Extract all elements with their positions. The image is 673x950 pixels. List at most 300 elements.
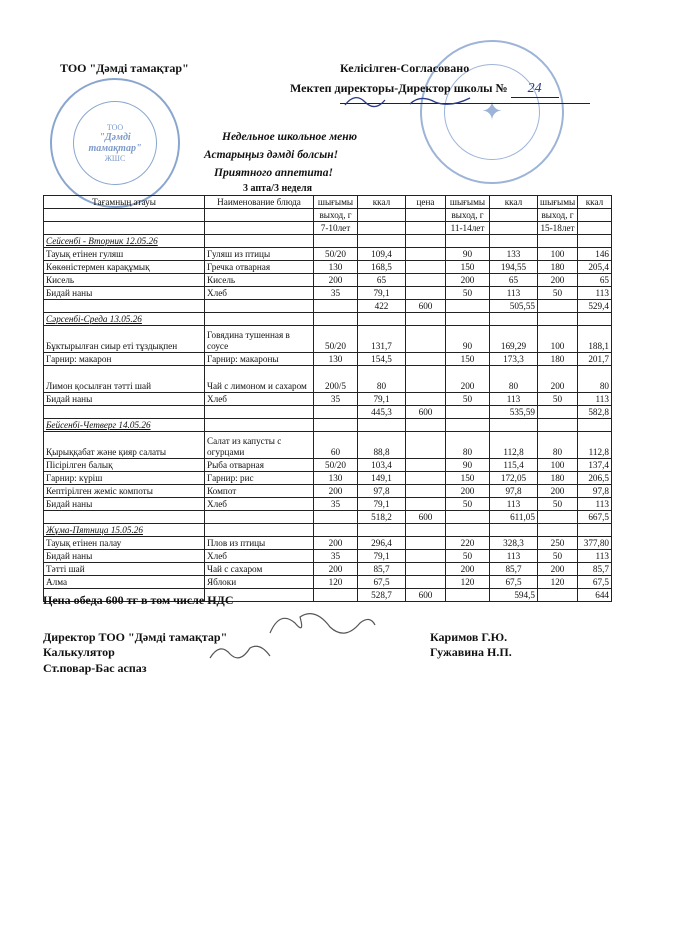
table-cell: Рыба отварная [205, 459, 314, 472]
table-cell [358, 222, 406, 235]
table-cell: 168,5 [358, 261, 406, 274]
table-cell: 220 [446, 537, 490, 550]
table-cell: Чай с сахаром [205, 563, 314, 576]
table-cell: 200 [446, 366, 490, 393]
table-cell: 120 [446, 576, 490, 589]
table-cell: 100 [538, 459, 578, 472]
table-row [44, 498, 612, 511]
table-cell: 67,5 [358, 576, 406, 589]
table-cell: 90 [446, 459, 490, 472]
table-cell: 80 [446, 432, 490, 459]
table-cell: 103,4 [358, 459, 406, 472]
table-cell [44, 222, 205, 235]
calculator-label: Калькулятор [43, 645, 115, 659]
table-cell: 600 [406, 511, 446, 524]
table-cell: 529,4 [578, 300, 612, 313]
table-cell: 445,3 [358, 406, 406, 419]
table-cell [578, 524, 612, 537]
table-cell: Бидай наны [44, 550, 205, 563]
director-ltd-signature [260, 605, 380, 645]
table-cell: Қырыққабат және қияр салаты [44, 432, 205, 459]
table-cell [205, 235, 314, 248]
table-cell: 79,1 [358, 393, 406, 406]
table-cell: 67,5 [578, 576, 612, 589]
table-cell: 11-14лет [446, 222, 490, 235]
table-cell: 35 [314, 550, 358, 563]
table-cell [406, 235, 446, 248]
cook-label: Ст.повар-Бас аспаз [43, 661, 147, 675]
table-cell [446, 300, 490, 313]
table-cell [358, 419, 406, 432]
table-cell: 180 [538, 261, 578, 274]
table-cell: 194,55 [490, 261, 538, 274]
director-line-text: Мектеп директоры-Директор школы № [290, 81, 508, 95]
table-cell [44, 406, 205, 419]
table-cell: Чай с лимоном и сахаром [205, 366, 314, 393]
table-cell: Кисель [44, 274, 205, 287]
stamp-brand: "Дәмді тамақтар" [88, 132, 142, 154]
table-row [44, 248, 612, 261]
table-cell [446, 313, 490, 326]
table-cell [406, 563, 446, 576]
table-cell: 85,7 [578, 563, 612, 576]
table-cell [490, 222, 538, 235]
table-cell: 200/5 [314, 366, 358, 393]
company-name: ТОО "Дәмді тамақтар" [60, 61, 189, 75]
table-cell [406, 537, 446, 550]
table-cell [205, 209, 314, 222]
table-cell [406, 524, 446, 537]
table-cell [44, 209, 205, 222]
table-cell: 200 [538, 366, 578, 393]
table-cell [490, 235, 538, 248]
table-cell [538, 235, 578, 248]
table-subheader-row [44, 209, 612, 222]
table-cell [490, 313, 538, 326]
price-note: Цена обеда 600 тг в том числе НДС [43, 593, 234, 607]
day-header-row [44, 419, 612, 432]
day-header-row [44, 313, 612, 326]
table-cell: Наименование блюда [205, 196, 314, 209]
table-cell: Яблоки [205, 576, 314, 589]
table-cell [538, 589, 578, 602]
table-row [44, 459, 612, 472]
table-cell: Гарнир: күріш [44, 472, 205, 485]
table-cell: 7-10лет [314, 222, 358, 235]
table-cell: ккал [358, 196, 406, 209]
table-cell: 188,1 [578, 326, 612, 353]
table-row [44, 563, 612, 576]
day-label: Сейсенбі - Вторник 12.05.26 [44, 235, 205, 248]
table-cell: 130 [314, 472, 358, 485]
director-signature [340, 90, 490, 112]
table-cell [314, 511, 358, 524]
table-cell: 200 [446, 563, 490, 576]
greeting-kz: Астарыңыз дәмді болсын! [204, 149, 339, 161]
table-cell [406, 209, 446, 222]
table-cell [358, 235, 406, 248]
table-cell: 120 [538, 576, 578, 589]
table-cell: 90 [446, 248, 490, 261]
table-cell: 130 [314, 261, 358, 274]
table-cell: Лимон қосылған тәтті шай [44, 366, 205, 393]
table-cell [205, 313, 314, 326]
table-cell [205, 222, 314, 235]
day-label: Жұма-Пятница 15.05.26 [44, 524, 205, 537]
director-name: Каримов Г.Ю. [430, 630, 508, 644]
table-cell: 50/20 [314, 248, 358, 261]
table-cell: шығымы [538, 196, 578, 209]
table-cell [446, 511, 490, 524]
table-cell: Бидай наны [44, 498, 205, 511]
table-cell: 180 [538, 353, 578, 366]
table-cell: Гречка отварная [205, 261, 314, 274]
table-cell: 200 [446, 485, 490, 498]
table-cell: Тағамның атауы [44, 196, 205, 209]
table-cell [406, 393, 446, 406]
day-label: Сәрсенбі-Среда 13.05.26 [44, 313, 205, 326]
table-row [44, 472, 612, 485]
table-cell: 133 [490, 248, 538, 261]
table-cell [406, 498, 446, 511]
table-row [44, 537, 612, 550]
table-cell: 505,55 [490, 300, 538, 313]
table-cell: Бидай наны [44, 287, 205, 300]
table-cell [314, 524, 358, 537]
table-cell: 50 [446, 287, 490, 300]
table-cell: 50/20 [314, 326, 358, 353]
table-cell [205, 300, 314, 313]
menu-title: Недельное школьное меню [222, 131, 358, 143]
table-cell [205, 419, 314, 432]
table-cell [538, 406, 578, 419]
company-stamp [50, 78, 180, 208]
table-cell [406, 366, 446, 393]
table-cell: Хлеб [205, 550, 314, 563]
table-cell [406, 485, 446, 498]
table-cell: Гуляш из птицы [205, 248, 314, 261]
table-cell: 113 [578, 287, 612, 300]
table-cell: 35 [314, 287, 358, 300]
table-cell: 50 [538, 393, 578, 406]
table-cell [205, 406, 314, 419]
table-cell: 131,7 [358, 326, 406, 353]
table-cell: 80 [578, 366, 612, 393]
table-cell [446, 406, 490, 419]
table-ages-row [44, 222, 612, 235]
table-cell [358, 209, 406, 222]
table-row [44, 274, 612, 287]
table-cell: 150 [446, 353, 490, 366]
table-cell [490, 419, 538, 432]
table-cell: 200 [314, 485, 358, 498]
table-cell: 100 [538, 326, 578, 353]
table-cell: 113 [490, 498, 538, 511]
table-cell [44, 511, 205, 524]
table-cell: 154,5 [358, 353, 406, 366]
table-cell: Гарнир: макарон [44, 353, 205, 366]
table-cell: 85,7 [490, 563, 538, 576]
table-cell [314, 589, 358, 602]
table-cell: 146 [578, 248, 612, 261]
table-cell [205, 524, 314, 537]
table-row [44, 432, 612, 459]
menu-table [43, 195, 612, 602]
table-cell: 173,3 [490, 353, 538, 366]
table-cell [406, 550, 446, 563]
table-cell: 113 [490, 287, 538, 300]
table-cell [578, 419, 612, 432]
table-cell: Плов из птицы [205, 537, 314, 550]
table-cell: Бұктырылған сиыр еті тұздықпен [44, 326, 205, 353]
stamp-text-bottom: ЖШС [104, 154, 126, 163]
table-cell: 172,05 [490, 472, 538, 485]
table-cell: 65 [358, 274, 406, 287]
table-cell: 200 [538, 274, 578, 287]
table-cell: выход, г [538, 209, 578, 222]
table-row [44, 287, 612, 300]
calculator-signature [205, 638, 275, 668]
table-cell: 35 [314, 498, 358, 511]
table-cell [205, 511, 314, 524]
table-cell: 80 [538, 432, 578, 459]
table-cell: 377,80 [578, 537, 612, 550]
table-cell [406, 326, 446, 353]
table-row [44, 261, 612, 274]
table-cell: 130 [314, 353, 358, 366]
table-cell: 200 [538, 485, 578, 498]
table-cell: цена [406, 196, 446, 209]
table-cell: 50 [446, 393, 490, 406]
table-cell: 97,8 [358, 485, 406, 498]
table-cell: 200 [314, 537, 358, 550]
table-cell: 80 [358, 366, 406, 393]
table-cell: 50 [446, 498, 490, 511]
table-cell: 85,7 [358, 563, 406, 576]
day-header-row [44, 235, 612, 248]
table-cell: Салат из капусты с огурцами [205, 432, 314, 459]
table-row [44, 326, 612, 353]
table-cell [446, 524, 490, 537]
table-cell: 328,3 [490, 537, 538, 550]
table-cell: Хлеб [205, 287, 314, 300]
table-cell: шығымы [314, 196, 358, 209]
table-cell: 600 [406, 300, 446, 313]
table-cell: Кисель [205, 274, 314, 287]
table-cell: Гарнир: макароны [205, 353, 314, 366]
table-cell: 518,2 [358, 511, 406, 524]
table-cell: выход, г [446, 209, 490, 222]
table-cell: 79,1 [358, 550, 406, 563]
table-cell: 594,5 [490, 589, 538, 602]
table-cell: 50/20 [314, 459, 358, 472]
table-cell: 169,29 [490, 326, 538, 353]
greeting-ru: Приятного аппетита! [214, 167, 333, 179]
table-row [44, 485, 612, 498]
table-cell: 112,8 [578, 432, 612, 459]
table-cell: 667,5 [578, 511, 612, 524]
table-cell: 60 [314, 432, 358, 459]
table-cell: Көкөністермен карақұмық [44, 261, 205, 274]
table-cell [446, 589, 490, 602]
table-cell [446, 419, 490, 432]
total-row [44, 300, 612, 313]
agreed-label: Келісілген-Согласовано [340, 61, 470, 75]
table-cell [314, 406, 358, 419]
table-cell: 582,8 [578, 406, 612, 419]
table-cell: 50 [446, 550, 490, 563]
table-cell: 112,8 [490, 432, 538, 459]
table-cell [406, 261, 446, 274]
table-cell: 600 [406, 589, 446, 602]
table-cell: 296,4 [358, 537, 406, 550]
table-cell: Кептірілген жеміс компоты [44, 485, 205, 498]
table-cell [406, 353, 446, 366]
table-cell: 113 [490, 393, 538, 406]
table-row [44, 550, 612, 563]
table-cell: 115,4 [490, 459, 538, 472]
table-cell: 205,4 [578, 261, 612, 274]
total-row [44, 511, 612, 524]
table-cell [358, 524, 406, 537]
table-cell: 201,7 [578, 353, 612, 366]
table-header-row [44, 196, 612, 209]
table-cell: 180 [538, 472, 578, 485]
table-cell: 109,4 [358, 248, 406, 261]
table-cell: 600 [406, 406, 446, 419]
table-cell [578, 235, 612, 248]
table-cell: Гарнир: рис [205, 472, 314, 485]
table-cell: 137,4 [578, 459, 612, 472]
table-cell [406, 313, 446, 326]
table-cell: 50 [538, 498, 578, 511]
table-cell: 65 [578, 274, 612, 287]
day-header-row [44, 524, 612, 537]
table-cell: 150 [446, 472, 490, 485]
table-cell: 88,8 [358, 432, 406, 459]
table-cell: Бидай наны [44, 393, 205, 406]
stamp-text-top: ТОО [106, 123, 124, 132]
table-cell: Алма [44, 576, 205, 589]
table-cell: 79,1 [358, 287, 406, 300]
table-cell: 206,5 [578, 472, 612, 485]
table-cell [314, 235, 358, 248]
table-cell [538, 300, 578, 313]
table-cell: 200 [314, 274, 358, 287]
table-cell: 97,8 [490, 485, 538, 498]
table-cell: 528,7 [358, 589, 406, 602]
stamp-star-icon: ✦ [481, 97, 503, 126]
table-cell: 35 [314, 393, 358, 406]
table-cell: 422 [358, 300, 406, 313]
table-cell [314, 300, 358, 313]
table-cell: 113 [578, 393, 612, 406]
table-cell: 100 [538, 248, 578, 261]
table-cell [538, 313, 578, 326]
table-cell: 67,5 [490, 576, 538, 589]
table-cell: Компот [205, 485, 314, 498]
table-cell: 250 [538, 537, 578, 550]
table-cell: 113 [578, 550, 612, 563]
table-cell [406, 432, 446, 459]
table-cell: Хлеб [205, 498, 314, 511]
table-row [44, 576, 612, 589]
table-cell: Тәтті шай [44, 563, 205, 576]
table-cell: 644 [578, 589, 612, 602]
table-cell [538, 524, 578, 537]
table-cell [490, 524, 538, 537]
table-cell: Пісірілген балық [44, 459, 205, 472]
week-label: 3 апта/3 неделя [243, 183, 313, 194]
table-cell: 611,05 [490, 511, 538, 524]
table-cell: 79,1 [358, 498, 406, 511]
table-cell: ккал [578, 196, 612, 209]
table-cell: 535,59 [490, 406, 538, 419]
table-cell: 120 [314, 576, 358, 589]
table-cell [406, 287, 446, 300]
table-cell [406, 222, 446, 235]
table-cell: ккал [490, 196, 538, 209]
table-cell [578, 209, 612, 222]
school-number: 24 [511, 81, 559, 98]
table-row [44, 353, 612, 366]
table-cell [578, 313, 612, 326]
table-cell [406, 472, 446, 485]
table-cell [538, 511, 578, 524]
day-label: Бейсенбі-Четверг 14.05.26 [44, 419, 205, 432]
table-cell [538, 419, 578, 432]
table-cell [578, 222, 612, 235]
table-cell: Хлеб [205, 393, 314, 406]
table-cell [406, 274, 446, 287]
table-cell: Тауық етінен гуляш [44, 248, 205, 261]
table-cell: 90 [446, 326, 490, 353]
table-cell: 150 [446, 261, 490, 274]
table-cell: 80 [490, 366, 538, 393]
table-cell: Говядина тушенная в соусе [205, 326, 314, 353]
table-cell [44, 300, 205, 313]
table-cell: 15-18лет [538, 222, 578, 235]
table-cell [406, 248, 446, 261]
table-cell: выход, г [314, 209, 358, 222]
table-cell: 200 [314, 563, 358, 576]
table-cell [490, 209, 538, 222]
table-cell: Тауық етінен палау [44, 537, 205, 550]
table-cell: 113 [490, 550, 538, 563]
table-cell: 50 [538, 550, 578, 563]
table-cell: 200 [538, 563, 578, 576]
table-cell [446, 235, 490, 248]
table-cell [358, 313, 406, 326]
table-cell [406, 419, 446, 432]
table-cell: 113 [578, 498, 612, 511]
table-cell [314, 419, 358, 432]
table-cell: 50 [538, 287, 578, 300]
table-cell [406, 576, 446, 589]
table-cell: 65 [490, 274, 538, 287]
table-row [44, 393, 612, 406]
table-cell: 200 [446, 274, 490, 287]
table-cell: шығымы [446, 196, 490, 209]
table-cell: 149,1 [358, 472, 406, 485]
total-row [44, 406, 612, 419]
table-row [44, 366, 612, 393]
table-cell [314, 313, 358, 326]
table-cell: 97,8 [578, 485, 612, 498]
table-cell [406, 459, 446, 472]
calculator-name: Гужавина Н.П. [430, 645, 512, 659]
director-label: Директор ТОО "Дәмді тамақтар" [43, 630, 228, 644]
